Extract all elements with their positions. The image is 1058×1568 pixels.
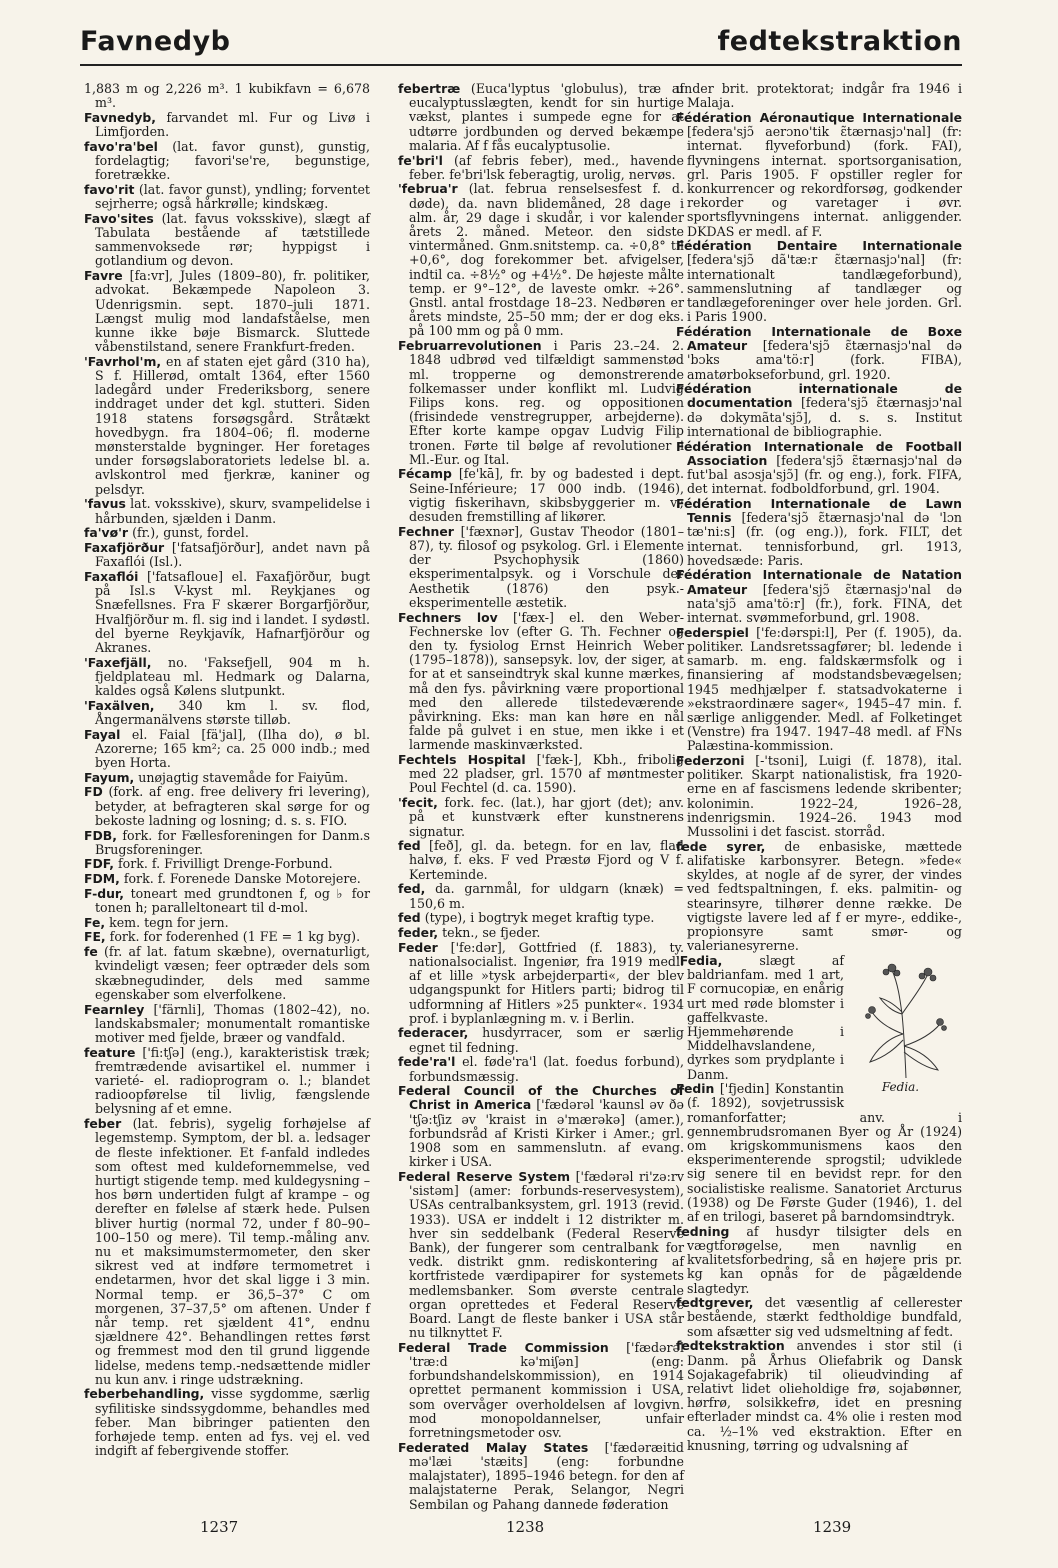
dictionary-entry [84,140,370,183]
entry-headword: fedtekstraktion [676,1338,785,1354]
dictionary-entry [398,182,684,338]
dictionary-entry [676,382,962,439]
dictionary-entry [84,82,370,110]
dictionary-entry [676,239,962,324]
entry-definition: ['fædərəl 'kaunsl əv ðə 'tʃə:tʃiz əv 'kraist in ə'mærəkə] (amer.), forbundsråd af Kristi Kirker i Amer.; grl. 1908 som en sammenslutn. af evang. kirker i USA. [409,1097,684,1170]
entry-definition: (fr. af lat. fatum skæbne), overnaturligt, kvindeligt væsen; feer optræder dels som skæbnegudinder, dels med samme egenskaber som elverfolkene. [95,944,370,1002]
entry-definition: de enbasiske, mættede alifatiske karbonsyrer. Betegn. »fede« skyldes, at nogle af de syrer, der vindes ved fedtspaltningen, f. eks. palmitin- og stearinsyre, tilhører denne række. De vigtigste lavere led af f er myre-, eddike-, propionsyre samt smør- og valerianesyrerne. [687,838,962,954]
page-number-1239: 1239 [813,1518,852,1536]
entry-headword: Favnedyb, [84,109,156,125]
dictionary-entry [676,626,962,754]
dictionary-entry [676,840,962,954]
entry-headword: 'Fedia, [676,952,723,968]
right-guide-word: fedtekstraktion [717,26,962,57]
entry-definition: fork. fec. (lat.), har gjort (det); anv. på et kunstværk efter kunstnerens signatur. [409,795,684,839]
entry-definition: [fe'kā], fr. by og badested i dept. Seine-Inférieure; 17 000 indb. (1946), vigtig fiskerihavn, skibsbyggerier m. v.; desuden fremstilling af likører. [409,466,684,525]
entry-headword: Fayum, [84,769,135,785]
dictionary-entry [398,1026,684,1054]
entry-headword: 'fecit, [398,795,438,811]
dictionary-entry [84,183,370,211]
entry-headword: Faxafjörður [84,540,165,555]
dictionary-entry [398,154,684,182]
dictionary-entry [398,941,684,1026]
entry-definition: ['fæx-] el. den Weber-Fechnerske lov (efter G. Th. Fechner og den ty. fysiolog Ernst Heinrich Weber (1795–1878)), sansepsyk. lov, der siger, at for at et sanseindtryk skal kunne mærkes, må den fys. påvirkning være proportional med den allerede tilstedeværende påvirkning. Eks: man kan høre en nål falde på gulvet i en stue, men ikke i et larmende maskinværksted. [409,609,684,753]
entry-headword: febertræ [398,81,461,96]
entry-headword: Fechner [398,523,454,539]
entry-headword: Februarrevolutionen [398,338,542,354]
entry-definition: ['fæxnər], Gustav Theodor (1801–87), ty. filosof og psykolog. Grl. i Elemente der Psychophysik (1860) eksperimentalpsyk. og i Vorschule der Aesthetik (1876) den psyk.-eksperimentelle æstetik. [409,523,684,610]
dictionary-entry [84,945,370,1002]
entry-definition: toneart med grundtonen f, og ♭ for tonen h; paralleltoneart til d-mol. [95,885,370,916]
entry-headword: feber [84,1116,122,1132]
entry-headword: Fédération Dentaire Internationale [676,238,962,254]
entry-definition: visse sygdomme, særlig syfilitiske sindssygdomme, behandles med feber. Man bibringer patienten den forhøjede temp. enten ad fys. vej el. ved indgift af febergivende stoffer. [95,1386,370,1459]
dictionary-entry [398,1055,684,1083]
entry-definition: [federa'sjɔ̃ ɛ̃tærnasjɔ'nal də 'lɔn tæ'ni:s] (fr. (og eng.)), fork. FILT, det internat. tennisforbund, grl. 1913, hovedsæde: Paris. [687,510,962,568]
entry-headword: Faxaflói [84,568,139,584]
entry-headword: Fechners lov [398,609,498,625]
entry-headword: fe'bri'l [398,152,443,168]
dictionary-entry [676,1339,962,1453]
entry-definition: no. 'Faksefjell, 904 m h. fjeldplateau ml. Hedmark og Dalarna, kaldes også Kølens slutpunkt. [95,654,370,699]
entry-definition: af husdyr tilsigter dels en vægtforøgelse, men navnlig en kvalitetsforbedring, så en højere pris pr. kg kan opnås for de pågældende slagtedyr. [687,1223,962,1296]
entry-definition: ['fæk-], Kbh., fribolig med 22 pladser, grl. 1570 af møntmester Poul Fechtel (d. ca. 1590). [409,752,684,796]
entry-headword: Fédération Internationale de Lawn Tennis [676,495,962,526]
column-3 [676,82,962,1482]
entry-definition: fork. f. Frivilligt Drenge-Forbund. [117,856,333,872]
entry-definition: slægt af baldrianfam. med 1 art, F cornucopiæ, en enårig urt med røde blomster i gaffelkvaste. Hjemmehørende i Middelhavslandene, dyrkes som prydplante i Danm. [687,952,844,1082]
entry-definition: [feð], gl. da. betegn. for en lav, flad halvø, f. eks. F ved Præstø Fjord og V f. Kerteminde. [409,838,684,882]
entry-headword: Fedin [676,1081,715,1097]
entry-headword: Fédération Internationale de Football Association [676,438,962,468]
entry-definition: ['fatsafloue] el. Faxafjörður, bugt på Isl.s V-kyst ml. Reykjanes og Snæfellsnes. Fra F skærer Borgarfjörður, Hvalfjörður m. fl. sig ind i landet. I sydøstl. del byerne Reykjavík, Hafnarfjörður og Akranes. [95,568,370,655]
entry-headword: 'Favrhol'm, [84,353,162,369]
dictionary-entry [676,1225,962,1296]
entry-definition: (fork. af eng. free delivery fri levering), betyder, at befragteren skal sørge for og bekoste ladning og losning; d. s. s. FIO. [95,784,370,828]
entry-definition: [federa'sjɔ̃ aerɔno'tik ɛ̃tærnasjɔ'nal] (fr: internat. flyveforbund) (fork. FAI), flyvningens internat. sportsorganisation, grl. Paris 1905. F opstiller regler for konkurrencer og rekordforsøg, godkender rekorder og varetager i øvr. sportsflyvningens internat. anliggender. DKDAS er medl. af F. [687,124,962,239]
dictionary-entry [398,611,684,753]
entry-headword: Fédération Internationale de Boxe Amateur [676,323,962,354]
entry-definition: ['fjedin] Konstantin (f. 1892), sovjetrussisk romanforfatter; anv. i gennembrudsromanen Byer og År (1924) om krigskommunismens kaos den eksperimenterende sprogstil; udviklede sig senere til en bevidst repr. for den socialistiske realisme. Sanatoriet Arcturus (1938) og De Første Guder (1946), 1. del af en trilogi, baseret på barndomsindtryk. [687,1081,962,1225]
dictionary-entry [84,570,370,655]
entry-definition: [federa'sjɔ̃ dã'tæ:r ɛ̃tærnasjɔ'nal] (fr: internationalt tandlægeforbund), sammenslutning af tandlæger og tandlægeforeninger over hele jorden. Grl. i Paris 1900. [687,252,962,325]
entry-headword: Federzoni [676,753,745,769]
entry-headword: Fe, [84,914,106,930]
entry-headword: fede'ra'l [398,1054,456,1070]
dictionary-entry [398,1170,684,1340]
entry-headword: Federal Reserve System [398,1168,571,1184]
dictionary-entry [398,926,684,940]
dictionary-entry [398,1341,684,1440]
entry-headword: fed [398,910,421,926]
entry-headword: fa'vø'r [84,525,129,541]
entry-definition: tekn., se fjeder. [442,924,541,940]
entry-definition: (Euca'lyptus 'globulus), træ af eucalyptusslægten, kendt for sin hurtige vækst, plantes i sumpede egne for at udtørre jordbunden og derved bekæmpe malaria. Af f fås eucalyptusolie. [409,81,684,153]
entry-headword: Favre [84,268,123,284]
dictionary-entry [84,1387,370,1458]
dictionary-entry [84,1046,370,1117]
entry-definition: i Paris 23.–24. 2. 1848 udbrød ved tilfældigt sammenstød ml. tropperne og demonstrerende folkemasser under konflikt ml. Ludvig Filips kons. reg. og oppositionen (frisindede venstregrupper, arbejderne). Efter korte kampe opgav Ludvig Filip tronen. Førte til bølge af revolutioner i Ml.-Eur. og Ital. [409,338,684,467]
entry-headword: Fédération Internationale de Natation Amateur [676,567,962,597]
fedia-plant-drawing [858,954,954,1080]
figure-caption: Fedia. [881,1079,920,1094]
left-guide-word: Favnedyb [80,26,231,57]
entry-headword: Federspiel [676,624,749,640]
dictionary-entry [676,1296,962,1339]
entry-headword: Fechtels Hospital [398,752,526,768]
entry-definition: [-'tsoni], Luigi (f. 1878), ital. politiker. Skarpt nationalistisk, fra 1920-erne en af fascismens ledende skribenter; kolonimin. 1922–24, 1926–28, indenrigsmin. 1924–26. 1943 mod Mussolini i det fascist. storråd. [687,753,962,840]
page-number-1237: 1237 [200,1518,239,1536]
dictionary-entry [398,911,684,925]
entry-definition: 1,883 m og 2,226 m³. 1 kubikfavn = 6,678 m³. [84,81,370,111]
entry-definition: (fr.), gunst, fordel. [132,525,249,541]
header-rule [80,64,962,66]
entry-definition: el. Faial [fä'jal], (Ilha do), ø bl. Azorerne; 165 km²; ca. 25 000 indb.; med byen Horta. [95,726,370,771]
entry-definition: ['fe:dər], Gottfried (f. 1883), ty. nationalsocialist. Ingeniør, fra 1919 medl. af et lille »tysk arbejderparti«, der blev udgangspunkt for Hitlers parti; bidrog til udformning af Hitlers »25 punkter«. 1934 prof. i byplanlægning m. v. i Berlin. [409,939,684,1026]
entry-headword: Favo'sites [84,210,154,226]
entry-definition: det væsentlig af cellerester bestående, stærkt fedtholdige bundfald, som afsætter sig ved udsmeltning af fedt. [687,1295,962,1339]
dictionary-entry [398,1084,684,1169]
entry-headword: FD [84,784,103,800]
entry-headword: 'favus [84,496,126,512]
entry-definition: en af staten ejet gård (310 ha), S f. Hillerød, omtalt 1364, efter 1560 ladegård under Frederiksborg, senere inddraget under det kgl. stutteri. Siden 1918 statens forsøgsgård. Stråtækt hovedbygn. fra 1804–06; fl. moderne mønsterstalde bygninger. Her foretages under forsøgslaboratoriets ledelse bl. a. avlskontrol med fjerkræ, kaniner og pelsdyr. [95,353,370,497]
entry-headword: FDM, [84,871,120,887]
entry-definition: anvendes i stor stil (i Danm. på Århus Oliefabrik og Dansk Sojakagefabrik) til olieudvinding af relativt lidet olieholdige frø, sojabønner, hørfrø, solsikkefrø, idet en presning efterlader mindst ca. 4% olie i resten mod ca. ½–1% ved ekstraktion. Efter en knusning, tørring og udvalsning af [687,1338,962,1453]
dictionary-entry [398,467,684,524]
dictionary-entry [398,839,684,882]
dictionary-entry [84,728,370,771]
dictionary-entry [84,269,370,354]
dictionary-entry [84,111,370,139]
entry-definition: farvandet ml. Fur og Livø i Limfjorden. [95,109,370,140]
dictionary-entry [84,541,370,569]
entry-definition: ['fædəræitid mə'læi 'stæits] (eng: forbundne malajstater), 1895–1946 betegn. for den af malajstaterne Perak, Selangor, Negri Sembilan og Pahang dannede føderation [409,1439,684,1512]
dictionary-entry [84,785,370,828]
entry-definition: [federa'sjɔ̃ ɛ̃tærnasjɔ'nal də dɔkymãta'sjɔ̃], d. s. s. Institut international de bibliographie. [687,395,962,439]
entry-headword: fede syrer, [676,838,766,854]
entry-definition: kem. tegn for jern. [109,914,229,930]
dictionary-entry [84,930,370,944]
entry-definition: da. garnmål, for uldgarn (knæk) = 150,6 m. [409,881,684,911]
entry-headword: fe [84,944,98,960]
dictionary-entry [84,1003,370,1046]
entry-definition: (af febris feber), med., havende feber. fe'bri'lsk feberagtig, urolig, nervøs. [409,152,684,182]
entry-headword: F-dur, [84,885,124,901]
dictionary-entry [84,355,370,497]
entry-headword: Fécamp [398,466,452,482]
dictionary-entry [84,857,370,871]
entry-definition: ['fædərəl ri'zə:rv 'sistəm] (amer: forbunds-reservesystem), USAs centralbanksystem, grl. 1913 (revid. 1933). USA er inddelt i 12 distrikter m. hver sin seddelbank (Federal Reserve Bank), der fungerer som centralbank for vedk. distrikt gnm. rediskontering af kortfristede værdipapirer for systemets medlemsbanker. Som øverste centrale organ oprettedes et Federal Reserve Board. Langt de fleste banker i USA står nu tilknyttet F. [409,1168,684,1341]
entry-headword: FE, [84,929,106,945]
entry-definition: el. føde'ra'l (lat. foedus forbund), forbundsmæssig. [409,1054,684,1084]
entry-definition: (lat. februa renselsesfest f. d. døde), da. navn blidemåned, 28 dage i alm. år, 29 dage i skudår, i vor kalender årets 2. måned. Meteor. den sidste vintermåned. Gnm.snitstemp. ca. ÷0,8° til +0,6°, dog forekommer bet. afvigelser, indtil ca. ÷8½° og +4½°. De højeste målte temp. er 9°–12°, de laveste omkr. ÷26°. Gnstl. antal frostdage 18–23. Nedbøren er årets mindste, 25–50 mm; der er dog eks. på 100 mm og på 0 mm. [409,181,684,339]
dictionary-entry [676,440,962,497]
entry-definition: [federa'sjɔ̃ ɛ̃tærnasjɔ'nal də nata'sjɔ̃ ama'tö:r] (fr.), fork. FINA, det internat. svømmeforbund, grl. 1908. [687,581,962,626]
dictionary-entry [84,526,370,540]
entry-definition: ['fatsafjörður], andet navn på Faxaflói (Isl.). [95,540,370,570]
entry-definition: (lat. favor gunst), gunstig, fordelagtig; favori'se're, begunstige, foretrække. [95,138,370,183]
page-number-1238: 1238 [506,1518,545,1536]
entry-headword: fedtgrever, [676,1295,754,1311]
dictionary-entry [398,796,684,839]
entry-headword: Feder [398,939,438,955]
entry-headword: Federal Trade Commission [398,1339,609,1355]
dictionary-entry [84,872,370,886]
entry-headword: federacer, [398,1025,469,1041]
entry-definition: ['fi:tʃə] (eng.), karakteristisk træk; fremtrædende avisartikel el. nummer i varieté- el. radioprogram o. l.; blandet radioopførelse til livlig, fængslende belysning af et emne. [95,1044,370,1117]
dictionary-entry [676,568,962,625]
entry-headword: feberbehandling, [84,1386,205,1402]
dictionary-entry [84,916,370,930]
dictionary-entry [676,111,962,239]
dictionary-entry [398,1441,684,1512]
entry-headword: Fédération internationale de documentation [676,381,962,411]
fedia-illustration [850,954,962,1104]
entry-headword: 'Faxälven, [84,697,155,713]
dictionary-entry [84,497,370,525]
entry-headword: fed [398,838,421,854]
entry-definition: [federa'sjɔ̃ ɛ̃tærnasjɔ'nal də fut'bal asɔsja'sjɔ̃] (fr. og eng.), fork. FIFA, det internat. fodboldforbund, grl. 1904. [687,452,962,497]
entry-headword: Fearnley [84,1001,145,1017]
entry-headword: FDB, [84,827,117,843]
entry-definition: ['färnli], Thomas (1802–42), no. landskabsmaler; monumentalt romantiske motiver med fjelde, bræer og vandfald. [95,1001,370,1045]
entry-definition: fork. for foderenhed (1 FE = 1 kg byg). [109,929,361,945]
entry-headword: Federated Malay States [398,1439,589,1455]
column-2 [398,81,684,1512]
entry-definition: [fa:vr], Jules (1809–80), fr. politiker, advokat. Bekæmpede Napoleon 3. Udenrigsmin. sept. 1870–juli 1871. Længst mulig mod landafståelse, men kunne ikke bøje Bismarck. Sluttede våbenstilstand, senere Frankfurt-freden. [95,268,370,355]
entry-headword: 'Faxefjäll, [84,654,152,670]
entry-definition: (lat. favor gunst), yndling; forventet sejrherre; også hårkrølle; kindskæg. [95,181,370,212]
entry-headword: feature [84,1044,136,1060]
dictionary-entry [84,1117,370,1387]
dictionary-entry [676,754,962,839]
entry-definition: (lat. favus voksskive), slægt af Tabulata bestående af tætstillede sammenvoksede rør; hyppigst i gotlandium og devon. [95,210,370,269]
dictionary-entry [676,497,962,568]
entry-definition: (lat. febris), sygelig forhøjelse af legemstemp. Symptom, der bl. a. ledsager de fleste infektioner. Et f-anfald indledes som oftest med kuldefornemmelse, ved hurtigt stigende temp. med kuldegysning – hos børn undertiden fulgt af krampe – og derefter en følelse af stærk hede. Pulsen bliver hurtig (normal 72, under f 80–90–100–150 og mere). Til temp.-måling anv. nu et maksimumstermometer, den sker sikrest ved at indføre termometret i endetarmen, hvor det skal ligge i 3 min. Normal temp. er 36,5–37° C om morgenen, 37–37,5° om aftenen. Under f når temp. ret sjældent 41°, endnu sjældnere 42°. Behandlingen rettes først og fremmest mod den til grund liggende lidelse, medens temp.-nedsættende midler nu kun anv. i ringe udstrækning. [95,1116,370,1387]
entry-headword: favo'rit [84,181,135,197]
entry-definition: [federa'sjɔ̃ ɛ̃tærnasjɔ'nal də 'bɔks ama'tö:r] (fork. FIBA), amatørbokseforbund, grl. 1920. [687,338,962,382]
entry-headword: 'februa'r [398,181,458,197]
dictionary-entry [84,771,370,785]
column-1 [84,82,370,1482]
entry-definition: husdyrracer, som er særlig egnet til fedning. [409,1025,684,1055]
entry-definition: under brit. protektorat; indgår fra 1946 i Malaja. [676,81,962,111]
dictionary-entry [84,699,370,727]
dictionary-entry [84,212,370,269]
entry-definition: ['fe:dərspi:l], Per (f. 1905), da. politiker. Landsretssagfører; bl. ledende i samarb. m. eng. faldskærmsfolk og i finansiering af modstandsbevægelsen; 1945 medhjælper f. statsadvokaterne i »ekstraordinære sager«, 1945–47 min. f. særlige anliggender. Medl. af Folketinget (Venstre) fra 1947. 1947–48 medl. af FNs Palæstina-kommission. [687,624,962,754]
entry-headword: Federal Council of the Churches of Christ in America [398,1083,684,1113]
dictionary-entry [398,339,684,467]
dictionary-entry [398,82,684,153]
dictionary-entry [676,82,962,110]
entry-definition: fork. f. Forenede Danske Motorejere. [123,871,361,887]
dictionary-entry [398,525,684,610]
entry-headword: feder, [398,924,439,940]
page-header [80,26,962,66]
entry-headword: favo'ra'bel [84,138,158,154]
entry-definition: lat. voksskive), skurv, svampelidelse i hårbunden, sjælden i Danm. [95,496,370,526]
entry-headword: Fayal [84,726,121,742]
dictionary-entry [84,656,370,699]
entry-headword: fedning [676,1223,730,1239]
dictionary-entry [676,325,962,382]
entry-definition: (type), i bogtryk meget kraftig type. [424,910,655,926]
entry-headword: FDF, [84,856,114,872]
entry-definition: ['fædərəl 'træ:d kə'miʃən] (eng: forbundshandelskommission), en 1914 oprettet permanent kommission i USA, som overvåger overholdelsen af lovgivn. mod monopoldannelser, unfair forretningsmetoder osv. [409,1339,684,1441]
entry-definition: 340 km l. sv. flod, Ångermanälvens største tilløb. [95,697,370,727]
entry-headword: fed, [398,881,426,897]
dictionary-entry [398,882,684,910]
dictionary-entry [84,887,370,915]
dictionary-entry [84,829,370,857]
entry-headword: Fédération Aéronautique Internationale [676,109,962,125]
entry-definition: fork. for Fællesforeningen for Danm.s Brugsforeninger. [95,827,370,857]
dictionary-entry [398,753,684,796]
entry-definition: unøjagtig stavemåde for Faiyūm. [138,769,349,785]
